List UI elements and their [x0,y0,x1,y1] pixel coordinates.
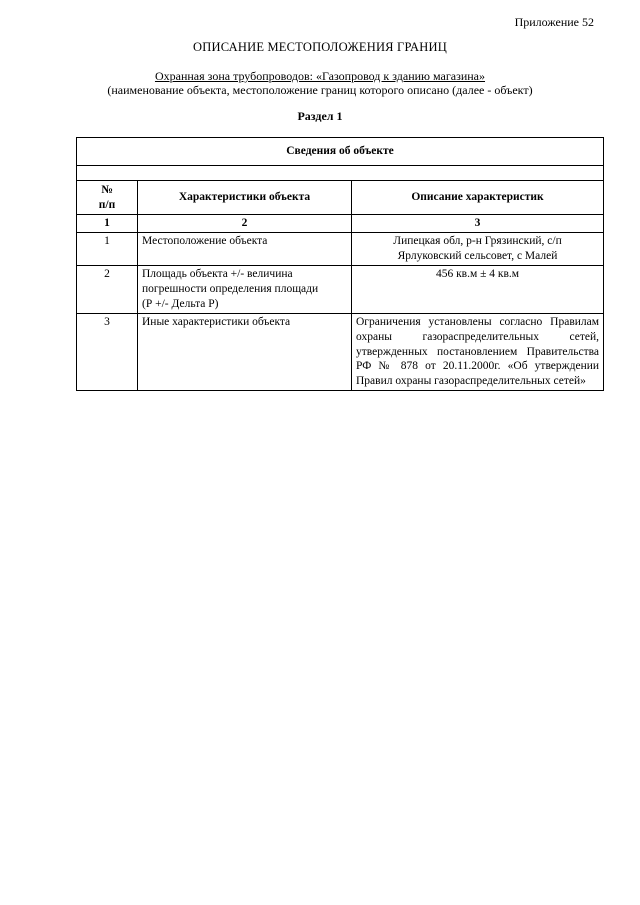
table-empty-row [77,166,604,181]
table-header-row [77,181,604,215]
header-num-line2: п/п [98,198,116,211]
section-title: Раздел 1 [297,109,343,123]
object-info-table [76,137,604,391]
header-num [77,181,138,215]
header-characteristics: Характеристики объекта [138,181,352,215]
table-caption: Сведения об объекте [77,138,604,166]
row-description: Ограничения установлены согласно Правилам охраны газораспределительных сетей, утвержденных постановлением Правительства РФ № 878 от 20.11.2000г. «Об утверждении Правил охраны газораспределительных сетей» [352,313,604,391]
row-description: 456 кв.м ± 4 кв.м [352,265,604,313]
row-description [352,232,604,265]
document-title: ОПИСАНИЕ МЕСТОПОЛОЖЕНИЯ ГРАНИЦ [193,40,447,54]
row-characteristic-line: (Р +/- Дельта Р) [142,297,219,310]
row-characteristic: Местоположение объекта [138,232,352,265]
empty-cell [77,166,604,181]
column-numbers-row [77,215,604,233]
object-name: Охранная зона трубопроводов: «Газопровод к зданию магазина» [154,69,486,83]
row-num: 1 [77,232,138,265]
column-number-1: 1 [77,215,138,233]
appendix-label: Приложение 52 [514,15,594,29]
table-caption-row [77,138,604,166]
row-characteristic: Иные характеристики объекта [138,313,352,391]
row-characteristic [138,265,352,313]
row-description-line: Липецкая обл, р-н Грязинский, с/п [393,234,562,247]
row-num: 3 [77,313,138,391]
row-characteristic-line: Площадь объекта +/- величина [142,267,293,280]
table-row [77,265,604,313]
table-row [77,232,604,265]
header-num-line1: № [101,183,113,196]
row-num: 2 [77,265,138,313]
column-number-3: 3 [352,215,604,233]
object-name-note: (наименование объекта, местоположение границ которого описано (далее - объект) [107,83,533,97]
row-characteristic-line: погрешности определения площади [142,282,319,295]
row-description-line: Ярлуковский сельсовет, с Малей [397,249,558,262]
header-description: Описание характеристик [352,181,604,215]
column-number-2: 2 [138,215,352,233]
table-row [77,313,604,391]
